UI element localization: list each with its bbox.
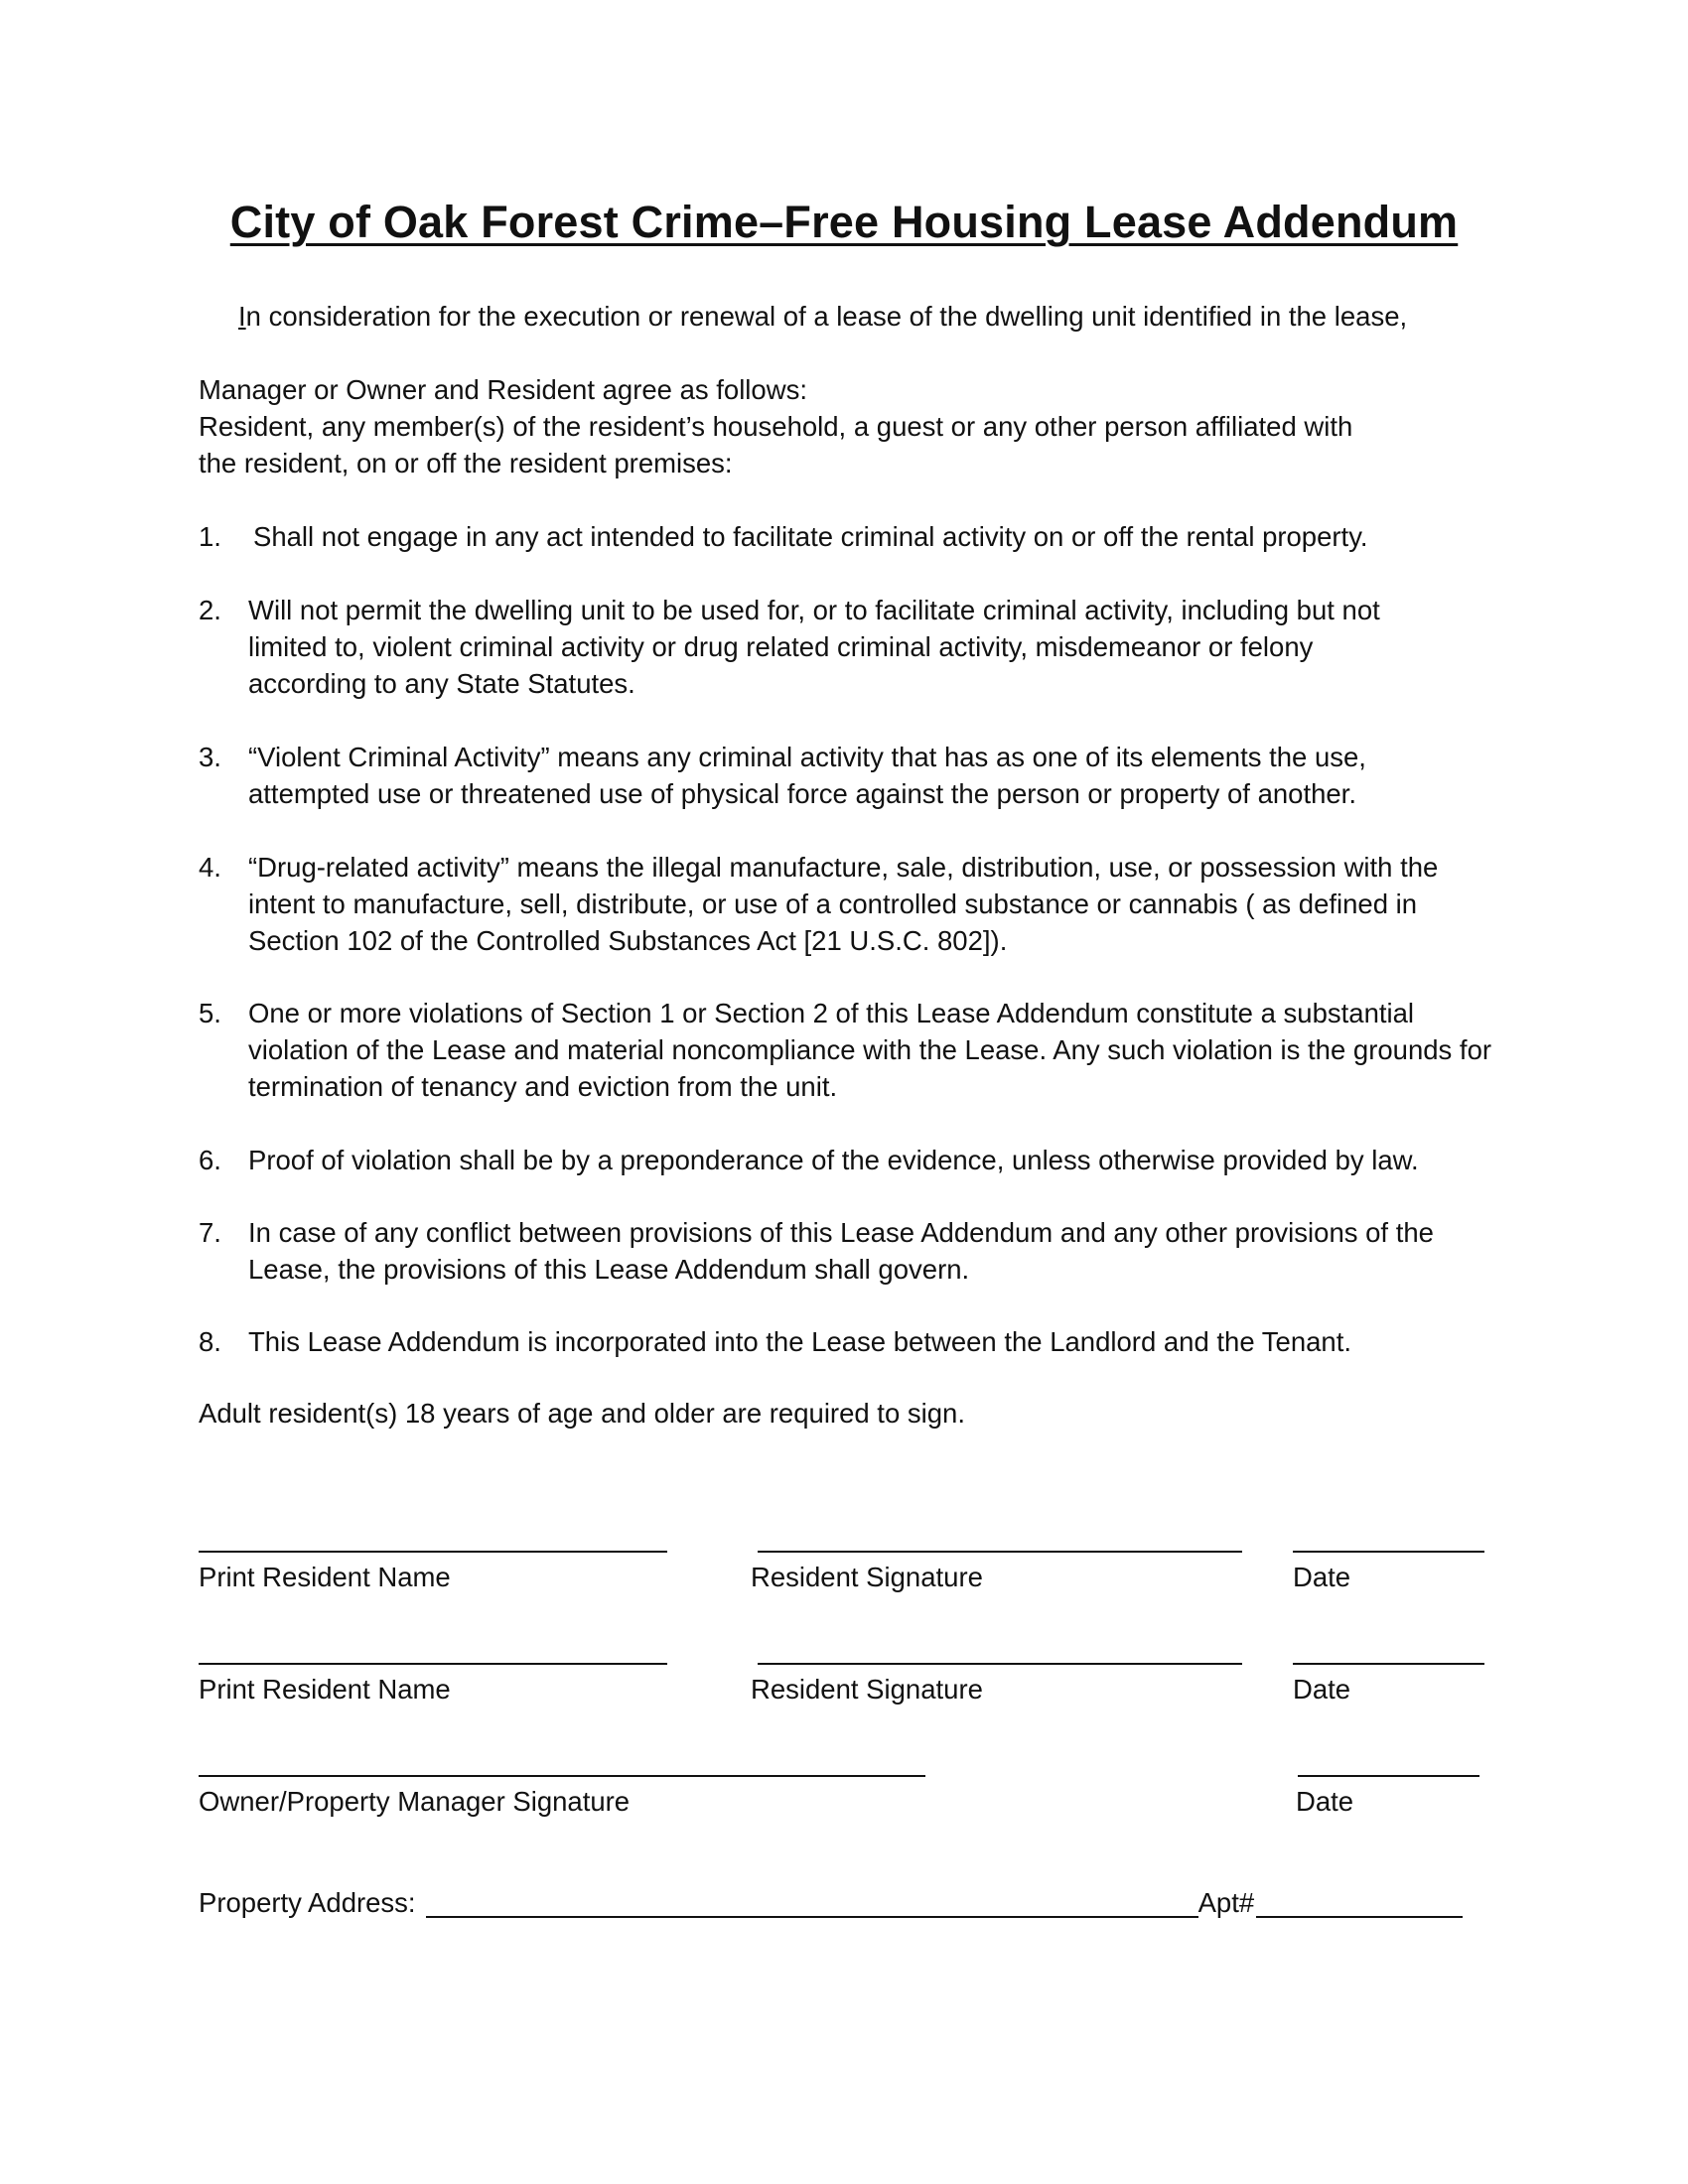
list-item-text: Will not permit the dwelling unit to be used for, or to facilitate criminal activity, including but not limited to, violent criminal activity or drug related criminal activity, misdemeanor or felony according to any State Statutes. [248, 595, 1380, 699]
list-item [199, 518, 1499, 555]
print-resident-name-label: Print Resident Name [199, 1674, 451, 1705]
resident-name-line-1[interactable] [199, 1551, 667, 1553]
list-item-number: 4. [199, 852, 221, 883]
intro-text: n consideration for the execution or renewal of a lease of the dwelling unit identified in the lease, [245, 301, 1408, 332]
date-label: Date [1293, 1562, 1351, 1592]
list-item [199, 1214, 1479, 1288]
list-item [199, 1323, 1499, 1360]
list-item-number: 6. [199, 1145, 221, 1175]
list-item-number: 3. [199, 742, 221, 772]
property-address-label: Property Address: [199, 1887, 416, 1918]
owner-date-label: Date [1296, 1786, 1354, 1817]
agreement-line: Manager or Owner and Resident agree as follows: [199, 374, 807, 405]
list-item-number: 2. [199, 595, 221, 625]
adult-notice: Adult resident(s) 18 years of age and older are required to sign. [199, 1398, 965, 1429]
agreement-line: the resident, on or off the resident premises: [199, 448, 733, 478]
resident-signature-label: Resident Signature [751, 1562, 983, 1592]
list-item [199, 849, 1479, 959]
intro-paragraph [238, 298, 1407, 335]
list-item-number: 1. [199, 521, 221, 552]
date-line-1[interactable] [1293, 1551, 1484, 1553]
list-item-text: This Lease Addendum is incorporated into the Lease between the Landlord and the Tenant. [248, 1326, 1351, 1357]
property-address-line[interactable] [426, 1916, 1198, 1918]
list-item-text: Shall not engage in any act intended to facilitate criminal activity on or off the rental property. [253, 521, 1368, 552]
list-item-number: 8. [199, 1326, 221, 1357]
list-item [199, 1142, 1499, 1178]
owner-signature-line[interactable] [199, 1775, 925, 1777]
resident-signature-line-2[interactable] [758, 1663, 1242, 1665]
list-item [199, 739, 1420, 812]
list-item-number: 5. [199, 998, 221, 1028]
resident-signature-line-1[interactable] [758, 1551, 1242, 1553]
owner-signature-label: Owner/Property Manager Signature [199, 1786, 631, 1817]
apt-line[interactable] [1256, 1916, 1463, 1918]
list-item-text: Proof of violation shall be by a preponderance of the evidence, unless otherwise provided by law. [248, 1145, 1419, 1175]
property-address-row [199, 1884, 1463, 1921]
apt-label: Apt# [1197, 1887, 1255, 1918]
resident-signature-label: Resident Signature [751, 1674, 983, 1705]
list-item-text: “Drug-related activity” means the illegal manufacture, sale, distribution, use, or possession with the intent to manufacture, sell, distribute, or use of a controlled substance or cannabis ( as defined in Section 102 of the Controlled Substances Act [21 U.S.C. 802]). [248, 852, 1439, 956]
agreement-line: Resident, any member(s) of the resident’s household, a guest or any other person affiliated with [199, 411, 1353, 442]
agreement-block [199, 371, 1499, 481]
intro-initial: I [238, 301, 246, 332]
date-label: Date [1293, 1674, 1351, 1705]
list-item-number: 7. [199, 1217, 221, 1248]
date-line-2[interactable] [1293, 1663, 1484, 1665]
document-title: City of Oak Forest Crime–Free Housing Lease Addendum [229, 197, 1459, 247]
resident-name-line-2[interactable] [199, 1663, 667, 1665]
list-item-text: “Violent Criminal Activity” means any criminal activity that has as one of its elements the use, attempted use or threatened use of physical force against the person or property of another. [248, 742, 1366, 809]
list-item-text: One or more violations of Section 1 or Section 2 of this Lease Addendum constitute a substantial violation of the Lease and material noncompliance with the Lease. Any such violation is the grounds for termination of tenancy and eviction from the unit. [248, 998, 1492, 1102]
list-item [199, 592, 1390, 702]
owner-date-line[interactable] [1298, 1775, 1479, 1777]
list-item [199, 995, 1494, 1105]
list-item-text: In case of any conflict between provisions of this Lease Addendum and any other provisions of the Lease, the provisions of this Lease Addendum shall govern. [248, 1217, 1434, 1285]
print-resident-name-label: Print Resident Name [199, 1562, 451, 1592]
